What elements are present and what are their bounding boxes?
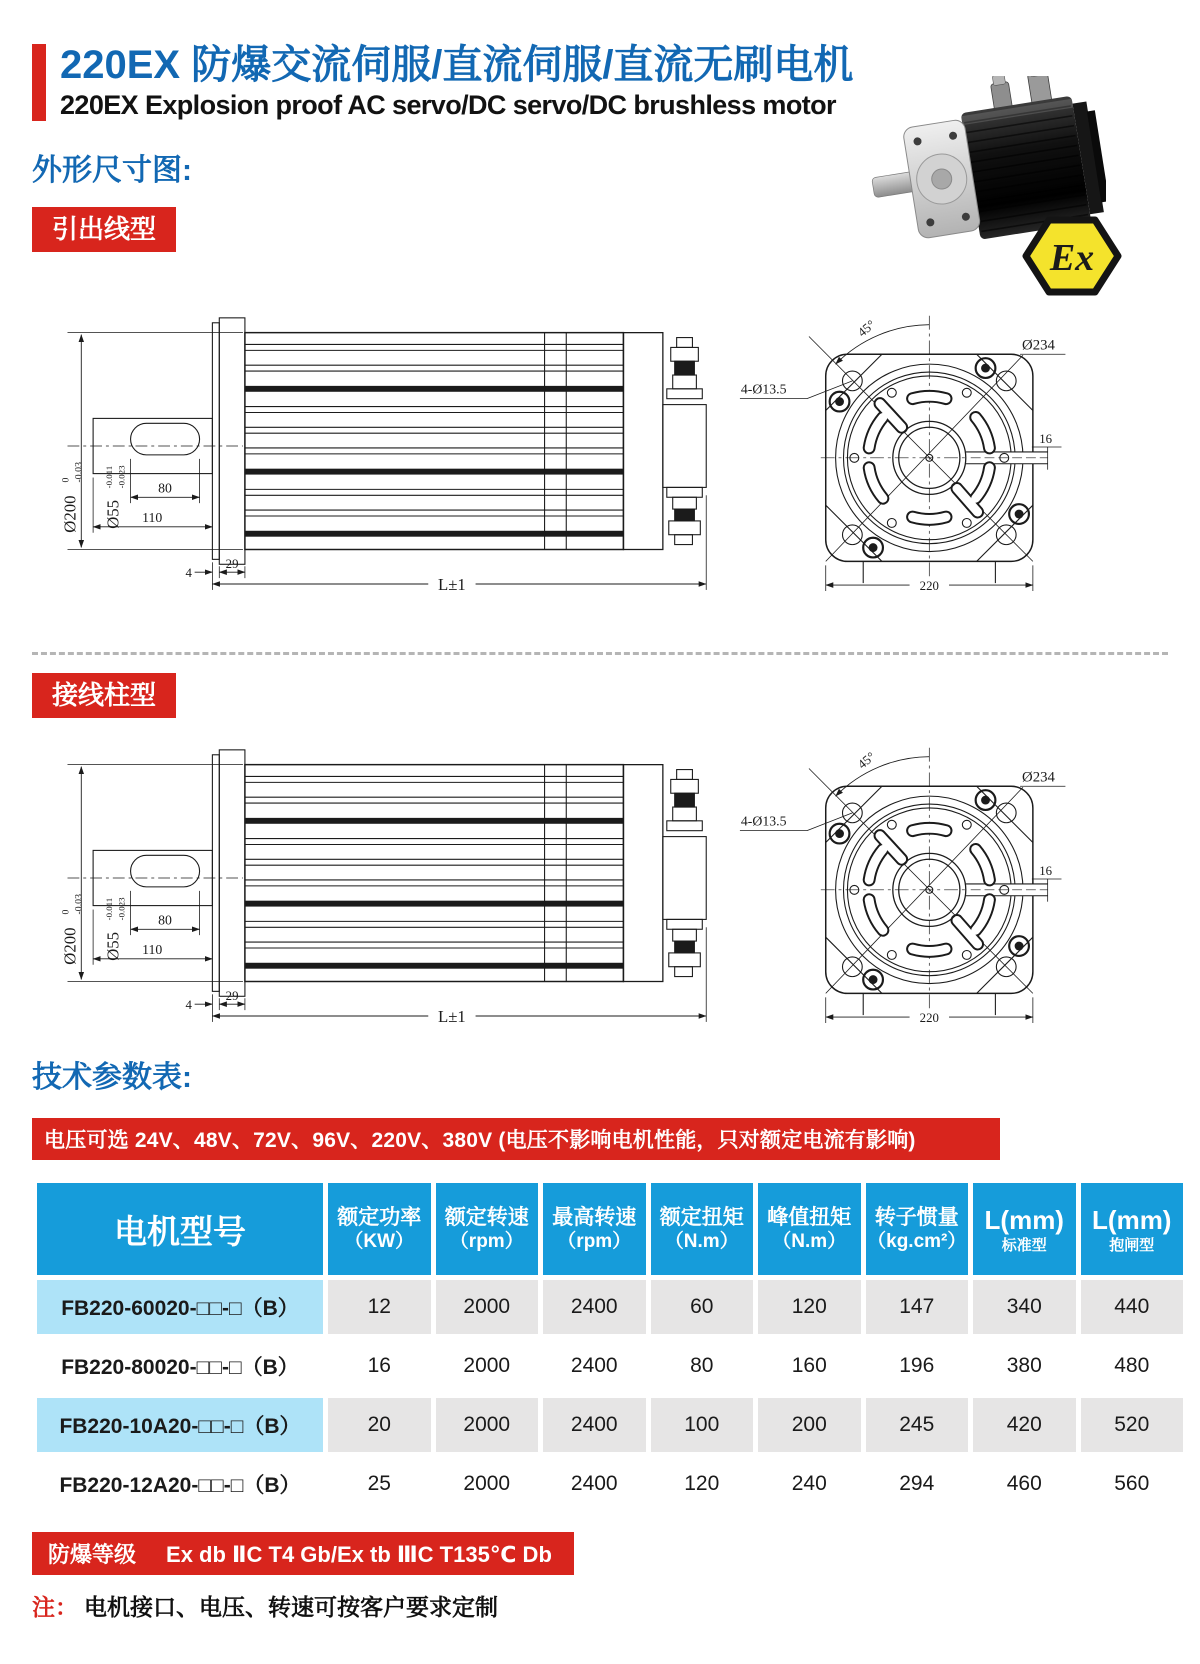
rating-label: 防爆等级 <box>48 1542 137 1568</box>
params-heading: 技术参数表: <box>32 1061 192 1095</box>
header-rated-power: 额定功率 （KW） <box>328 1183 431 1275</box>
value-cell: 200 <box>758 1398 861 1452</box>
ex-mark-text: Ex <box>1049 237 1095 279</box>
value-cell: 80 <box>651 1339 754 1393</box>
value-cell: 2000 <box>436 1339 539 1393</box>
value-cell: 2400 <box>543 1339 646 1393</box>
rating-value: Ex db ⅡC T4 Gb/Ex tb ⅢC T135℃ Db <box>166 1542 552 1568</box>
side-view-drawing-2 <box>32 728 722 1028</box>
model-cell: FB220-10A20-□□-□（B） <box>37 1398 323 1452</box>
explosion-rating-bar <box>32 1532 574 1575</box>
note-text: 电机接口、电压、转速可按客户要求定制 <box>84 1594 498 1621</box>
value-cell: 2000 <box>436 1398 539 1452</box>
value-cell: 420 <box>973 1398 1076 1452</box>
value-cell: 20 <box>328 1398 431 1452</box>
table-row <box>37 1280 1183 1334</box>
header-rotor-inertia: 转子惯量 （kg.cm²） <box>866 1183 969 1275</box>
value-cell: 16 <box>328 1339 431 1393</box>
custom-note <box>32 1589 1168 1622</box>
value-cell: 25 <box>328 1457 431 1511</box>
model-cell: FB220-60020-□□-□（B） <box>37 1280 323 1334</box>
header-max-speed: 最高转速 （rpm） <box>543 1183 646 1275</box>
dimensions-heading: 外形尺寸图: <box>32 154 192 187</box>
value-cell: 120 <box>758 1280 861 1334</box>
value-cell: 340 <box>973 1280 1076 1334</box>
value-cell: 2000 <box>436 1280 539 1334</box>
parameters-table <box>32 1178 1188 1516</box>
value-cell: 120 <box>651 1457 754 1511</box>
value-cell: 2400 <box>543 1398 646 1452</box>
drawing-lead-wire <box>32 296 1168 596</box>
table-row <box>37 1339 1183 1393</box>
lead-wire-type-label: 引出线型 <box>32 207 176 252</box>
header-length-standard: L(mm) 标准型 <box>973 1183 1076 1275</box>
value-cell: 100 <box>651 1398 754 1452</box>
value-cell: 2000 <box>436 1457 539 1511</box>
value-cell: 2400 <box>543 1280 646 1334</box>
page-title: 220EX 防爆交流伺服/直流伺服/直流无刷电机 <box>60 43 854 87</box>
value-cell: 245 <box>866 1398 969 1452</box>
voltage-options-bar: 电压可选 24V、48V、72V、96V、220V、380V (电压不影响电机性能，只对额定电流有影响) <box>32 1118 1000 1160</box>
value-cell: 12 <box>328 1280 431 1334</box>
page-subtitle: 220EX Explosion proof AC servo/DC servo/DC brushless motor <box>60 90 836 120</box>
model-cell: FB220-12A20-□□-□（B） <box>37 1457 323 1511</box>
side-view-drawing-1 <box>32 296 722 596</box>
value-cell: 380 <box>973 1339 1076 1393</box>
value-cell: 196 <box>866 1339 969 1393</box>
table-row <box>37 1457 1183 1511</box>
value-cell: 60 <box>651 1280 754 1334</box>
header-rated-torque: 额定扭矩 （N.m） <box>651 1183 754 1275</box>
header-model: 电机型号 <box>37 1183 323 1275</box>
header-rated-speed: 额定转速 （rpm） <box>436 1183 539 1275</box>
value-cell: 480 <box>1081 1339 1184 1393</box>
table-row <box>37 1398 1183 1452</box>
header-peak-torque: 峰值扭矩 （N.m） <box>758 1183 861 1275</box>
terminal-type-label: 接线柱型 <box>32 673 176 718</box>
front-view-drawing-1 <box>734 296 1168 596</box>
front-view-drawing-2 <box>734 728 1168 1028</box>
value-cell: 160 <box>758 1339 861 1393</box>
value-cell: 294 <box>866 1457 969 1511</box>
value-cell: 460 <box>973 1457 1076 1511</box>
model-cell: FB220-80020-□□-□（B） <box>37 1339 323 1393</box>
header-length-brake: L(mm) 抱闸型 <box>1081 1183 1184 1275</box>
title-accent-bar <box>32 44 46 121</box>
value-cell: 240 <box>758 1457 861 1511</box>
value-cell: 560 <box>1081 1457 1184 1511</box>
table-header-row <box>37 1183 1183 1275</box>
value-cell: 520 <box>1081 1398 1184 1452</box>
value-cell: 440 <box>1081 1280 1184 1334</box>
value-cell: 2400 <box>543 1457 646 1511</box>
ex-certification-logo <box>1022 214 1122 298</box>
drawing-terminal <box>32 728 1168 1028</box>
value-cell: 147 <box>866 1280 969 1334</box>
note-prefix: 注： <box>32 1594 78 1621</box>
